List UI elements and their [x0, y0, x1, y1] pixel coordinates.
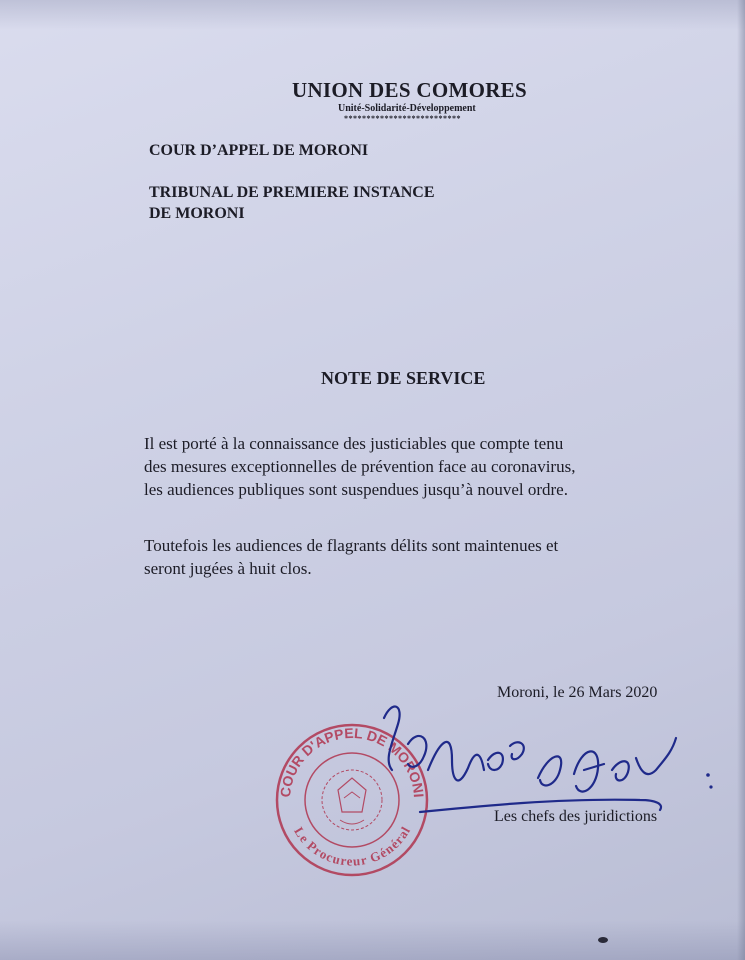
date-line: Moroni, le 26 Mars 2020: [497, 684, 658, 701]
country-title: UNION DES COMORES: [292, 78, 527, 102]
country-motto: Unité-Solidarité-Développement: [338, 103, 476, 114]
ink-blot: [598, 937, 608, 943]
stamp-emblem: [338, 778, 366, 824]
paragraph-2-line: seront jugées à huit clos.: [144, 559, 312, 578]
paragraph-1-line: Il est porté à la connaissance des justiciables que compte tenu: [144, 434, 564, 453]
tribunal-line-2: DE MORONI: [149, 205, 245, 222]
signers-line: Les chefs des juridictions: [494, 808, 658, 825]
paragraph-1-line: les audiences publiques sont suspendues jusqu’à nouvel ordre.: [144, 480, 568, 499]
handwritten-signature: [384, 707, 713, 812]
official-stamp: [277, 725, 427, 875]
paragraph-1-line: des mesures exceptionnelles de prévention face au coronavirus,: [144, 457, 576, 476]
stamp-bottom-text: Le Procureur Général: [291, 824, 413, 869]
paragraph-2-line: Toutefois les audiences de flagrants délits sont maintenues et: [144, 536, 559, 555]
tribunal-line-1: TRIBUNAL DE PREMIERE INSTANCE: [149, 184, 435, 201]
stamp-top-text: COUR D'APPEL DE MORONI: [276, 724, 427, 799]
court-name: COUR D’APPEL DE MORONI: [149, 142, 369, 159]
star-divider: **************************: [344, 114, 461, 123]
note-title: NOTE DE SERVICE: [321, 368, 486, 388]
